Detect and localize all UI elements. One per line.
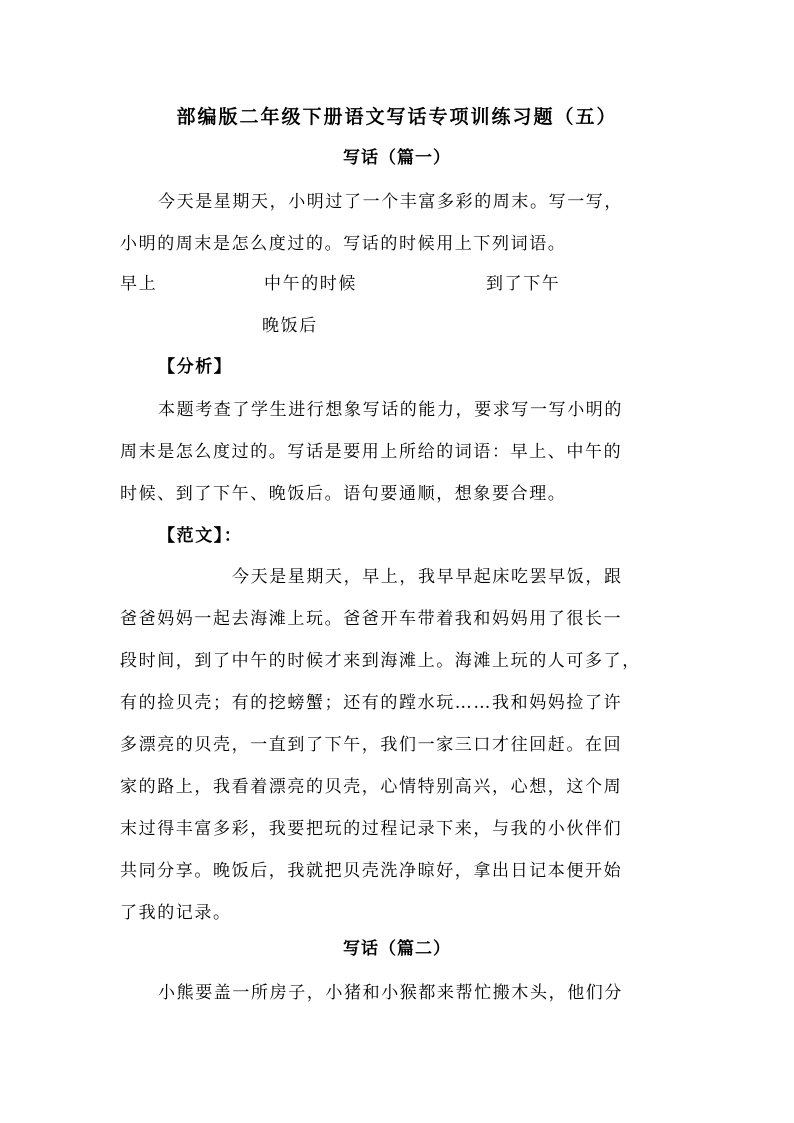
sample-line-2: 爸爸妈妈一起去海滩上玩。爸爸开车带着我和妈妈用了很长一 xyxy=(120,609,623,629)
document-title: 部编版二年级下册语文写话专项训练习题（五） xyxy=(176,106,618,128)
section-heading-1: 写话（篇一） xyxy=(343,148,451,168)
sample-line-5: 多漂亮的贝壳，一直到了下午，我们一家三口才往回赶。在回 xyxy=(120,735,623,755)
sample-line-3: 段时间，到了中午的时候才来到海滩上。海滩上玩的人可多了， xyxy=(120,651,641,671)
word-item-3: 到了下午 xyxy=(486,274,561,294)
word-item-1: 早上 xyxy=(120,274,158,294)
word-item-2: 中午的时候 xyxy=(264,274,357,294)
analysis-line-3: 时候、到了下午、晚饭后。语句要通顺，想象要合理。 xyxy=(120,484,567,504)
section-heading-2: 写话（篇二） xyxy=(343,939,451,959)
sample-line-9: 了我的记录。 xyxy=(120,903,232,923)
sample-line-1: 今天是星期天，早上，我早早起床吃罢早饭，跟 xyxy=(232,567,623,587)
sample-line-8: 共同分享。晚饭后，我就把贝壳洗净晾好，拿出日记本便开始 xyxy=(120,861,623,881)
analysis-line-2: 周末是怎么度过的。写话是要用上所给的词语：早上、中午的 xyxy=(120,442,623,462)
analysis-line-1: 本题考查了学生进行想象写话的能力，要求写一写小明的 xyxy=(158,400,623,420)
sample-line-7: 末过得丰富多彩，我要把玩的过程记录下来，与我的小伙伴们 xyxy=(120,819,623,839)
word-item-4: 晚饭后 xyxy=(262,316,318,336)
sample-label: 【范文】： xyxy=(158,526,243,546)
prompt-line-1: 今天是星期天，小明过了一个丰富多彩的周末。写一写， xyxy=(158,192,623,212)
section2-line-1: 小熊要盖一所房子，小猪和小猴都来帮忙搬木头，他们分 xyxy=(158,983,623,1003)
sample-line-6: 家的路上，我看着漂亮的贝壳，心情特别高兴，心想，这个周 xyxy=(120,777,623,797)
sample-line-4: 有的捡贝壳；有的挖螃蟹；还有的蹚水玩……我和妈妈捡了许 xyxy=(120,693,623,713)
analysis-label: 【分析】 xyxy=(158,357,233,377)
prompt-line-2: 小明的周末是怎么度过的。写话的时候用上下列词语。 xyxy=(120,234,567,254)
